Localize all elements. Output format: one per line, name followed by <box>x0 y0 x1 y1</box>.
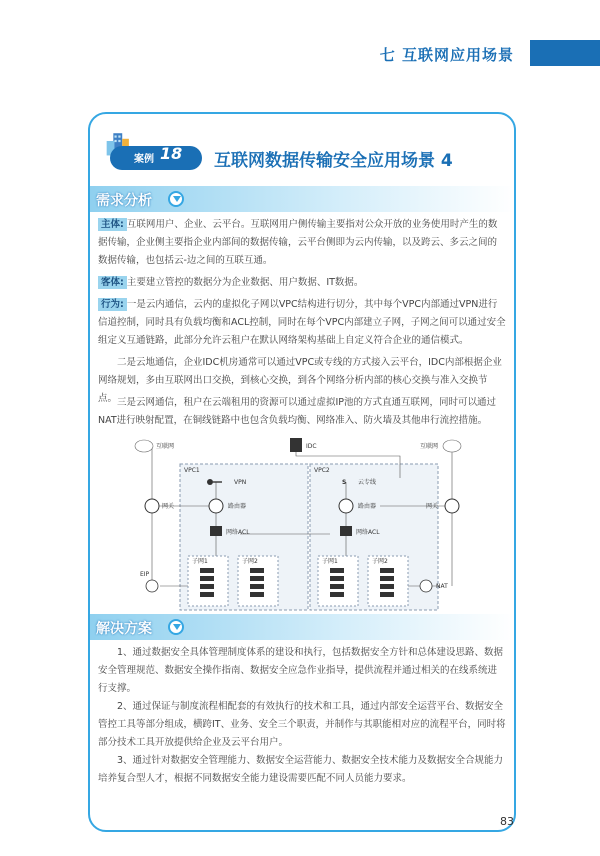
cloud-icon <box>443 440 461 452</box>
acl2-label: 网络ACL <box>356 529 380 536</box>
case-number-pill <box>110 146 202 170</box>
subnet2b-label: 子网2 <box>372 558 388 565</box>
behavior-text: 一是云内通信，云内的虚拟化子网以VPC结构进行切分，其中每个VPC内部通过VPN进行信道控制，同时具有负载均衡和ACL控制，同时在每个VPC内部建立子网，子网之间可以通过安全组定义互通链路，此部分允许云租户在默认网络架构基础上自定义符合企业的通信模式。 <box>98 299 506 346</box>
vpc1-label: VPC1 <box>184 467 200 474</box>
firewall-icon <box>210 526 222 536</box>
case-label: 案例 <box>134 154 154 165</box>
network-diagram <box>130 436 474 612</box>
demand-section-header <box>90 186 514 212</box>
dedicated-line-label: 云专线 <box>358 479 377 486</box>
internet-right-label: 互联网 <box>420 443 439 450</box>
solution-section-title: 解决方案 <box>96 621 152 637</box>
chapter-color-bar <box>530 40 600 66</box>
eip-icon <box>146 580 158 592</box>
router2-label: 路由器 <box>358 503 377 510</box>
solution-paragraph-3: 3、通过针对数据安全管理能力、数据安全运营能力、数据安全技术能力及数据安全合规能力培养复合型人才，根据不同数据安全能力建设需要匹配不同人员能力要求。 <box>98 755 504 784</box>
router1-label: 路由器 <box>228 503 247 510</box>
vpn-label: VPN <box>234 479 247 486</box>
key-icon <box>207 479 213 485</box>
cloud-ground-paragraph: 二是云地通信，企业IDC机房通常可以通过VPC或专线的方式接入云平台，IDC内部根据企业网络规划，多由互联网出口交换，到核心交换，到各个网络分析内部的核心交换与准入交换节点。 <box>98 357 502 404</box>
object-paragraph <box>98 274 506 292</box>
subnet1b-label: 子网1 <box>322 558 338 565</box>
page-number: 83 <box>500 815 514 828</box>
gateway-icon <box>445 499 459 513</box>
gateway-icon <box>145 499 159 513</box>
case-number: 18 <box>160 144 183 163</box>
subject-text: 互联网用户、企业、云平台。互联网用户侧传输主要指对公众开放的业务使用时产生的数据传输，企业侧主要指企业内部间的数据传输，云平台侧即为云内传输，以及跨云、多云之间的数据传输，也包括云-边之间的互联互通。 <box>98 219 498 266</box>
eip-label: EIP <box>140 571 150 578</box>
object-text: 主要建立管控的数据分为企业数据、用户数据、IT数据。 <box>126 277 364 288</box>
gateway-right-label: 网关 <box>426 503 439 510</box>
firewall-icon <box>340 526 352 536</box>
cloud-icon <box>135 440 153 452</box>
vpc2-label: VPC2 <box>314 467 330 474</box>
behavior-paragraph <box>98 296 506 350</box>
cloud-line-icon: S <box>342 479 347 486</box>
demand-section-title: 需求分析 <box>96 193 152 209</box>
subnet1a-label: 子网1 <box>192 558 208 565</box>
solution-paragraph-1: 1、通过数据安全具体管理制度体系的建设和执行，包括数据安全方针和总体建设思路、数据安全管理规范、数据安全操作指南、数据安全应急作业指导，提供流程并通过相关的在线系统进行支撑。 <box>98 647 504 694</box>
case-card <box>88 112 516 832</box>
arrow-down-icon <box>168 191 184 207</box>
chapter-title: 七 互联网应用场景 <box>379 46 514 64</box>
nat-icon <box>420 580 432 592</box>
internet-left-label: 互联网 <box>156 443 175 450</box>
router-icon <box>339 499 353 513</box>
nat-label: NAT <box>436 583 448 590</box>
server-icon <box>290 438 302 452</box>
subject-tag: 主体: <box>98 218 127 231</box>
cloud-network-paragraph: 三是云网通信，租户在云端租用的资源可以通过虚拟IP池的方式直通互联网，同时可以通过NAT进行映射配置，在铜线链路中也包含负载均衡、网络准入、防火墙及其他串行流控措施。 <box>98 397 497 426</box>
subnet2a-label: 子网2 <box>242 558 258 565</box>
case-title: 互联网数据传输安全应用场景 4 <box>214 151 453 171</box>
acl1-label: 网络ACL <box>226 529 250 536</box>
subject-paragraph <box>98 216 506 270</box>
solution-paragraph-2: 2、通过保证与制度流程相配套的有效执行的技术和工具，通过内部安全运营平台、数据安全管控工具等部分组成，横跨IT、业务、安全三个职责，并制作与其职能相对应的流程平台，同时将部分技术工具开放提供给企业及云平台用户。 <box>98 701 506 748</box>
idc-label: IDC <box>306 443 317 450</box>
router-icon <box>209 499 223 513</box>
solution-section-header <box>90 614 514 640</box>
arrow-down-icon <box>168 619 184 635</box>
gateway-left-label: 网关 <box>162 503 175 510</box>
behavior-tag: 行为: <box>98 298 127 311</box>
object-tag: 客体: <box>98 276 127 289</box>
